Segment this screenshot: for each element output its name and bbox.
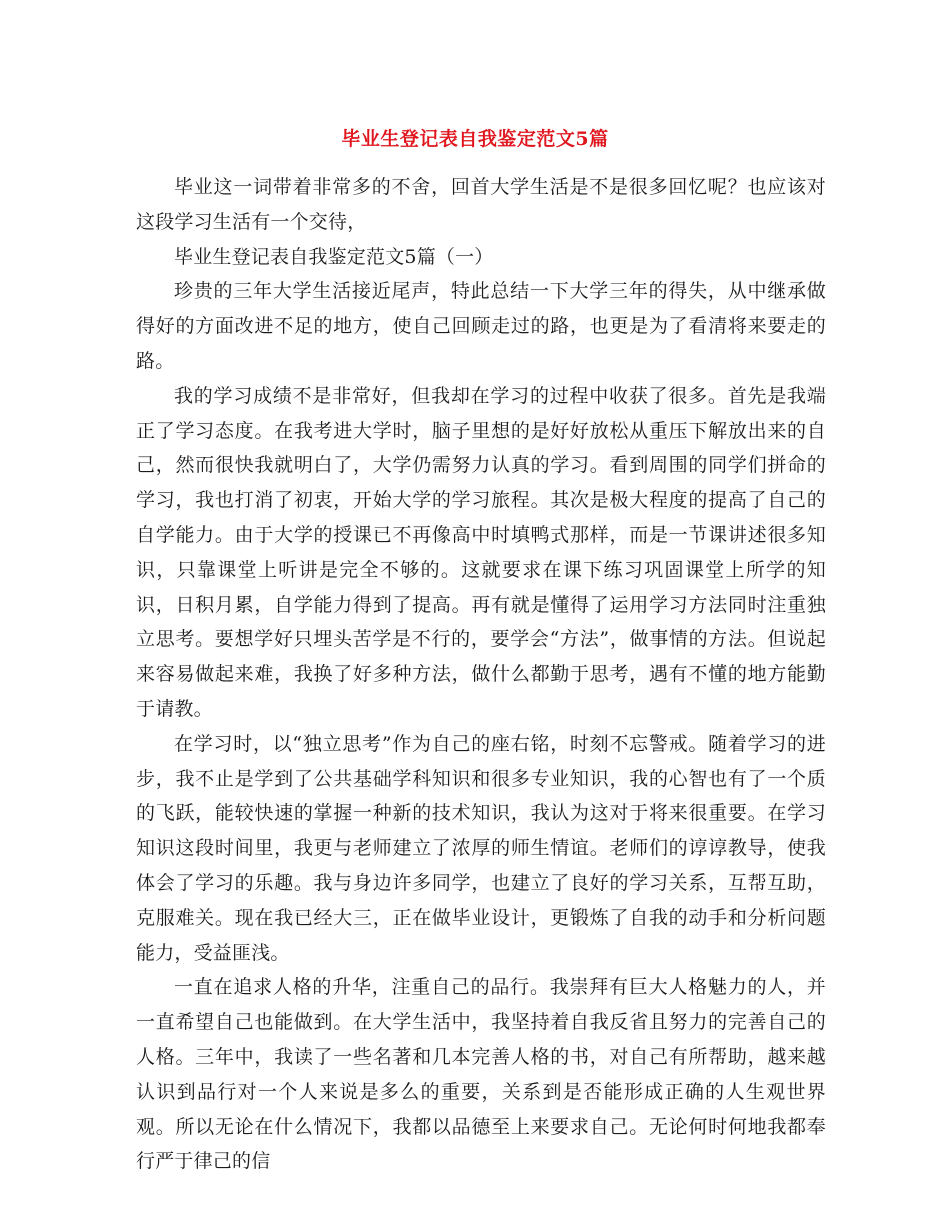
document-body xyxy=(136,170,826,1179)
body-paragraph: 在学习时，以“独立思考”作为自己的座右铭，时刻不忘警戒。随着学习的进步，我不止是学到了公共基础学科知识和很多专业知识，我的心智也有了一个质的飞跃，能较快速的掌握一种新的技术知识，我认为这对于将来很重要。在学习知识这段时间里，我更与老师建立了浓厚的师生情谊。老师们的谆谆教导，使我体会了学习的乐趣。我与身边许多同学，也建立了良好的学习关系，互帮互助，克服难关。现在我已经大三，正在做毕业设计，更锻炼了自我的动手和分析问题能力，受益匪浅。 xyxy=(136,732,826,964)
body-paragraph: 一直在追求人格的升华，注重自己的品行。我崇拜有巨大人格魅力的人，并一直希望自己也能做到。在大学生活中，我坚持着自我反省且努力的完善自己的人格。三年中，我读了一些名著和几本完善人格的书，对自己有所帮助，越来越认识到品行对一个人来说是多么的重要，关系到是否能形成正确的人生观世界观。所以无论在什么情况下，我都以品德至上来要求自己。无论何时何地我都奉行严于律己的信 xyxy=(136,976,826,1173)
body-paragraph: 我的学习成绩不是非常好，但我却在学习的过程中收获了很多。首先是我端正了学习态度。在我考进大学时，脑子里想的是好好放松从重压下解放出来的自己，然而很快我就明白了，大学仍需努力认真的学习。看到周围的同学们拼命的学习，我也打消了初衷，开始大学的学习旅程。其次是极大程度的提高了自己的自学能力。由于大学的授课已不再像高中时填鸭式那样，而是一节课讲述很多知识，只靠课堂上听讲是完全不够的。这就要求在课下练习巩固课堂上所学的知识，日积月累，自学能力得到了提高。再有就是懂得了运用学习方法同时注重独立思考。要想学好只埋头苦学是不行的，要学会“方法”，做事情的方法。但说起来容易做起来难，我换了好多种方法，做什么都勤于思考，遇有不懂的地方能勤于请教。 xyxy=(136,384,826,720)
intro-paragraph: 毕业这一词带着非常多的不舍，回首大学生活是不是很多回忆呢？也应该对这段学习生活有一个交待， xyxy=(136,176,826,233)
body-paragraph: 珍贵的三年大学生活接近尾声，特此总结一下大学三年的得失，从中继承做得好的方面改进不足的地方，使自己回顾走过的路，也更是为了看清将来要走的路。 xyxy=(136,280,826,372)
document-title: 毕业生登记表自我鉴定范文5篇 xyxy=(341,128,609,150)
section-heading: 毕业生登记表自我鉴定范文5篇（一） xyxy=(174,245,494,268)
